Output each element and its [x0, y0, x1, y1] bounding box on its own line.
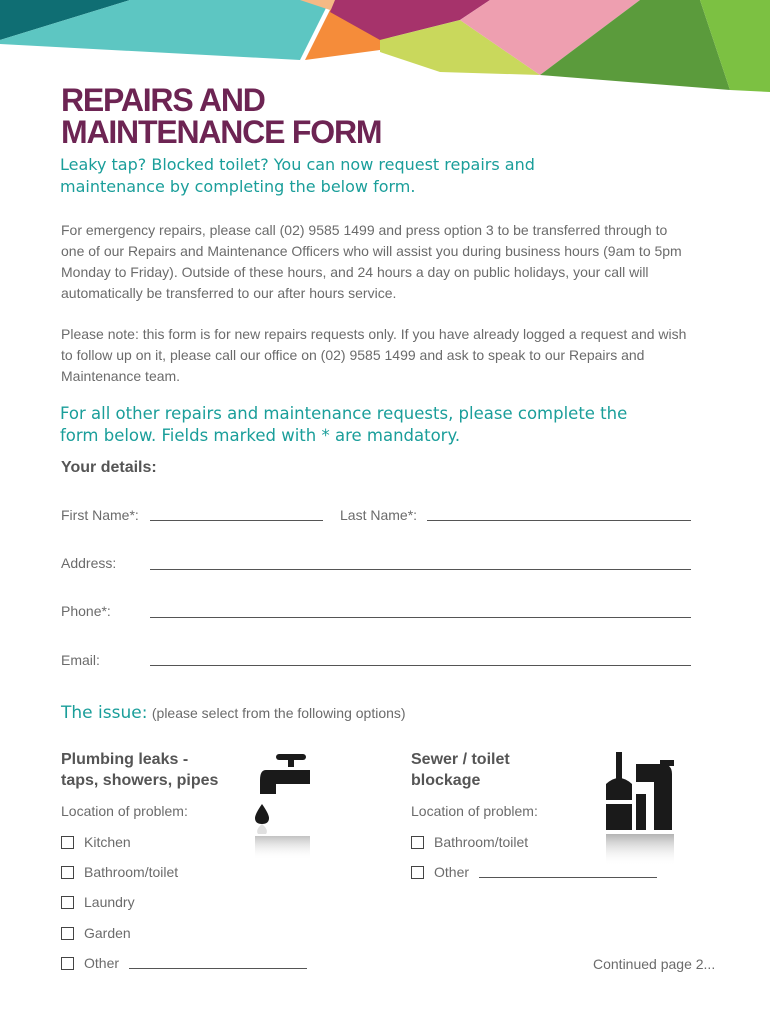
option-label: Kitchen — [84, 834, 131, 850]
option-label: Garden — [84, 925, 131, 941]
plumbing-option-garden[interactable] — [61, 925, 131, 941]
plumbing-option-kitchen[interactable] — [61, 834, 131, 850]
phone-field[interactable] — [150, 617, 691, 618]
emergency-paragraph: For emergency repairs, please call (02) 9585 1499 and press option 3 to be transferred through to one of our Repairs and Maintenance Officers who will assist you during business hours (9am to 5pm Monday to Friday). Outside of these hours, and 24 hours a day on public holidays, your call will automatically be transferred to our after hours service. — [61, 222, 682, 301]
plumbing-option-laundry[interactable] — [61, 894, 135, 910]
sewer-title-line-2: blockage — [411, 772, 481, 789]
checkbox[interactable] — [61, 836, 74, 849]
phone-label: Phone*: — [61, 603, 111, 619]
email-field[interactable] — [150, 665, 691, 666]
plumbing-title-line-1: Plumbing leaks - — [61, 751, 189, 768]
address-field[interactable] — [150, 569, 691, 570]
option-label: Bathroom/toilet — [84, 864, 179, 880]
note-paragraph: Please note: this form is for new repairs requests only. If you have already logged a request and wish to follow up on it, please call our office on (02) 9585 1499 and ask to speak to our Repairs and Maintenance team. — [61, 326, 687, 384]
instruction-text: For all other repairs and maintenance requests, please complete the form below. Fields marked with * are mandatory. — [60, 404, 628, 445]
sewer-other-field[interactable] — [479, 877, 657, 878]
address-label: Address: — [61, 555, 117, 571]
checkbox[interactable] — [61, 957, 74, 970]
form-title — [61, 84, 381, 148]
checkbox[interactable] — [61, 866, 74, 879]
option-label: Other — [434, 864, 470, 880]
option-label: Other — [84, 955, 120, 971]
issue-heading-hint: (please select from the following options) — [151, 705, 406, 721]
issue-heading-title: The issue: — [61, 703, 148, 723]
first-name-label: First Name*: — [61, 507, 139, 523]
sewer-location-label: Location of problem: — [411, 803, 538, 819]
plumbing-option-other[interactable] — [61, 955, 307, 971]
subtitle: Leaky tap? Blocked toilet? You can now request repairs and maintenance by completing the below form. — [60, 155, 535, 196]
tap-icon — [252, 748, 314, 863]
checkbox[interactable] — [61, 896, 74, 909]
title-line-1: REPAIRS AND — [61, 82, 265, 118]
option-label: Bathroom/toilet — [434, 834, 529, 850]
plumbing-title — [61, 749, 218, 791]
plumbing-location-label: Location of problem: — [61, 803, 188, 819]
plunger-pipe-icon — [602, 748, 676, 868]
last-name-field[interactable] — [427, 520, 691, 521]
sewer-title — [411, 749, 510, 791]
issue-heading — [61, 703, 406, 723]
title-line-2: MAINTENANCE FORM — [61, 114, 382, 150]
option-label: Laundry — [84, 894, 135, 910]
first-name-field[interactable] — [150, 520, 323, 521]
last-name-label: Last Name*: — [340, 507, 418, 523]
sewer-option-bathroom[interactable] — [411, 834, 528, 850]
checkbox[interactable] — [411, 836, 424, 849]
continued-note: Continued page 2... — [593, 956, 716, 972]
plumbing-option-bathroom[interactable] — [61, 864, 178, 880]
plumbing-title-line-2: taps, showers, pipes — [61, 772, 219, 789]
your-details-heading: Your details: — [61, 459, 157, 476]
email-label: Email: — [61, 652, 100, 668]
plumbing-other-field[interactable] — [129, 968, 307, 969]
checkbox[interactable] — [61, 927, 74, 940]
checkbox[interactable] — [411, 866, 424, 879]
sewer-title-line-1: Sewer / toilet — [411, 751, 510, 768]
